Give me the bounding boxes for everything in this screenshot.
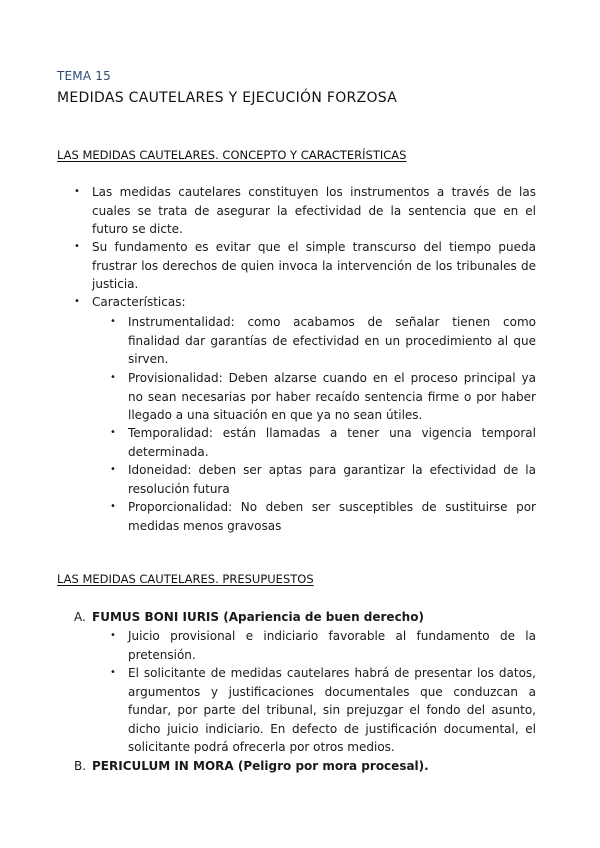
sub-bullet-dot: • <box>110 630 116 641</box>
bullet-dot: • <box>74 186 80 197</box>
sub-bullet-item: El solicitante de medidas cautelares habrá de presentar los datos, argumentos y justificaciones documentales que conduzcan a fundar, por parte del tribunal, sin prejuzgar el fondo del asunto, dicho juicio indiciario. En defecto de justificación documental, el solicitante podrá ofrecerla por otros medios. <box>128 666 536 755</box>
sub-bullet-dot: • <box>110 501 116 512</box>
list-letter: A. <box>74 610 86 624</box>
sub-bullet-item: Juicio provisional e indiciario favorable al fundamento de la pretensión. <box>128 629 536 662</box>
sub-bullet-dot: • <box>110 667 116 678</box>
bullet-dot: • <box>74 296 80 307</box>
sub-bullet-dot: • <box>110 427 116 438</box>
sub-bullet-dot: • <box>110 316 116 327</box>
section-heading-presupuestos: LAS MEDIDAS CAUTELARES. PRESUPUESTOS <box>57 572 314 586</box>
document-title: MEDIDAS CAUTELARES Y EJECUCIÓN FORZOSA <box>57 90 398 106</box>
list-letter: B. <box>74 759 87 773</box>
sub-bullet-dot: • <box>110 464 116 475</box>
sub-bullet-item: Proporcionalidad: No deben ser susceptibles de sustituirse por medidas menos gravosas <box>128 500 536 533</box>
topic-number: TEMA 15 <box>57 69 111 83</box>
sub-bullet-item: Temporalidad: están llamadas a tener una vigencia temporal determinada. <box>128 426 536 459</box>
bullet-item: Su fundamento es evitar que el simple transcurso del tiempo pueda frustrar los derechos de quien invoca la intervención de los tribunales de justicia. <box>92 240 536 292</box>
bullet-dot: • <box>74 241 80 252</box>
subsection-title-fumus: FUMUS BONI IURIS (Apariencia de buen derecho) <box>92 610 424 624</box>
bullet-item: Características: <box>92 295 186 309</box>
subsection-title-periculum: PERICULUM IN MORA (Peligro por mora procesal). <box>92 759 429 773</box>
sub-bullet-item: Provisionalidad: Deben alzarse cuando en el proceso principal ya no sean necesarias por haber recaído sentencia firme o por haber llegado a una situación en que ya no sean útiles. <box>128 371 536 423</box>
bullet-item: Las medidas cautelares constituyen los instrumentos a través de las cuales se trata de asegurar la efectividad de la sentencia que en el futuro se dicte. <box>92 185 536 237</box>
section-heading-concepto: LAS MEDIDAS CAUTELARES. CONCEPTO Y CARACTERÍSTICAS <box>57 148 407 162</box>
sub-bullet-item: Instrumentalidad: como acabamos de señalar tienen como finalidad dar garantías de efectividad en un procedimiento al que sirven. <box>128 315 536 367</box>
sub-bullet-item: Idoneidad: deben ser aptas para garantizar la efectividad de la resolución futura <box>128 463 536 496</box>
sub-bullet-dot: • <box>110 372 116 383</box>
